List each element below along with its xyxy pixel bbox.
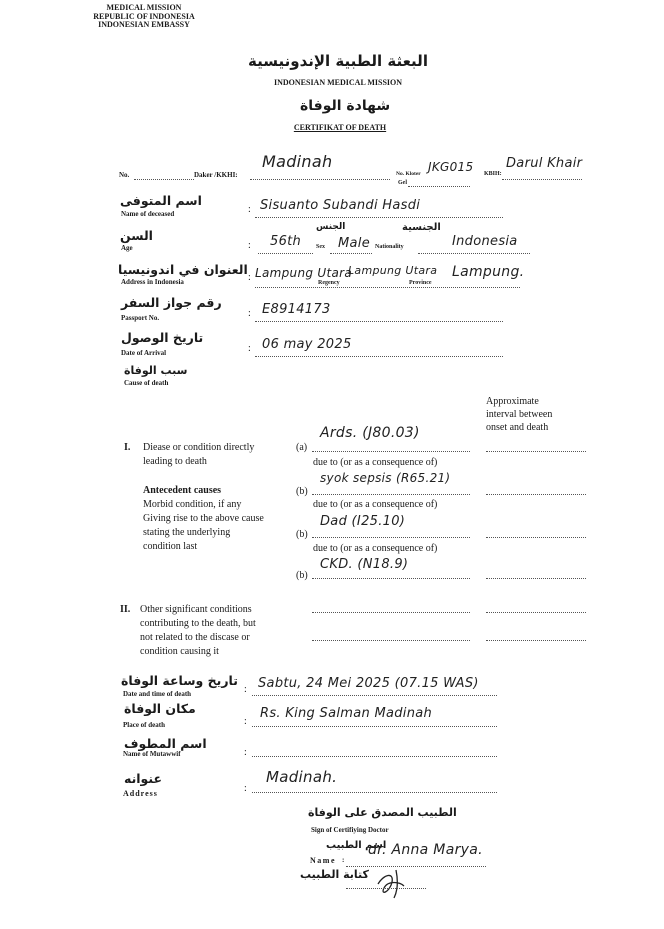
issuer-line-1: MEDICAL MISSION (106, 3, 182, 12)
place-line (252, 726, 497, 727)
due-to-text: due to (or as a consequence of) (313, 499, 438, 510)
arrival-label: Date of Arrival (121, 349, 167, 357)
name-value: Sisuanto Subandi Hasdi (260, 198, 421, 213)
name-arabic-label: اسم الطبيب (326, 840, 387, 851)
section-2-interval-blank (486, 640, 586, 641)
address-id-arabic: العنوان في اندونيسيا (118, 262, 248, 277)
section-1-number: I. (124, 442, 131, 453)
cause-b3-value: CKD. (N18.9) (320, 557, 409, 572)
address-value-3: Lampung. (452, 264, 525, 280)
address-value-1: Lampung Utara (255, 266, 353, 280)
interval-heading-line: interval between (486, 409, 553, 420)
no-line (134, 179, 194, 180)
antecedent-line: Giving rise to the above cause (143, 513, 264, 524)
mutawwif-label: Name of Mutawwif (123, 750, 181, 758)
signature-arabic-title: الطبيب المصدق على الوفاة (308, 806, 457, 819)
section-1-line-2: leading to death (143, 456, 207, 467)
kbih-label: KBIH: (484, 171, 502, 177)
passport-label: Passport No. (121, 314, 160, 322)
address-id-label: Address in Indonesia (121, 278, 184, 286)
mutawwif-line (252, 756, 497, 757)
interval-b2-line (486, 537, 586, 538)
place-arabic: مكان الوفاة (124, 701, 196, 716)
daker-line (250, 179, 390, 180)
arrival-line (255, 356, 503, 357)
interval-b3-line (486, 578, 586, 579)
colon: : (248, 272, 251, 283)
datetime-value: Sabtu, 24 Mei 2025 (07.15 WAS) (258, 676, 479, 691)
sex-value: Male (338, 236, 370, 251)
doctor-signature (370, 866, 430, 900)
antecedent-line: stating the underlying (143, 527, 231, 538)
section-2-line-blank (312, 640, 470, 641)
section-2-line: contributing to the death, but (140, 618, 256, 629)
cause-b2-value: Dad (I25.10) (320, 514, 406, 529)
cause-b3-line (312, 578, 470, 579)
cause-letter: (b) (296, 529, 308, 540)
place-label: Place of death (123, 721, 165, 729)
cause-arabic: سبب الوفاة (124, 364, 188, 377)
gel-line (408, 186, 470, 187)
signature-line (346, 888, 426, 889)
colon: : (342, 856, 345, 864)
address-line (252, 792, 497, 793)
section-2-line: condition causing it (140, 646, 219, 657)
antecedent-heading: Antecedent causes (143, 485, 222, 496)
colon: : (248, 308, 251, 319)
passport-value: E8914173 (262, 302, 331, 317)
doctor-name-label: Name (310, 856, 336, 865)
cause-a-line (312, 451, 470, 452)
sex-label: Sex (316, 244, 325, 250)
issuer-header (86, 4, 202, 30)
issuer-line-3: INDONESIAN EMBASSY (98, 20, 190, 29)
nationality-value: Indonesia (452, 234, 518, 249)
address-value-2: Lampung Utara (348, 264, 438, 277)
arrival-value: 06 may 2025 (262, 337, 352, 352)
datetime-label: Date and time of death (123, 690, 192, 698)
passport-arabic: رقم جواز السفر (121, 295, 222, 310)
no-label: No. (119, 171, 130, 179)
interval-b1-line (486, 494, 586, 495)
address-label: Address (123, 789, 158, 798)
colon: : (244, 716, 247, 727)
cause-a-value: Ards. (J80.03) (320, 425, 420, 441)
section-2-line: not related to the discase or (140, 632, 250, 643)
kbih-value: Darul Khair (506, 156, 583, 171)
certificate-title: CERTIFIKAT OF DEATH (293, 123, 387, 132)
nationality-line (418, 253, 530, 254)
regency-label: Regency (318, 280, 340, 286)
age-value: 56th (270, 234, 302, 249)
daker-value: Madinah (262, 152, 333, 171)
name-arabic: اسم المتوفى (120, 193, 202, 208)
interval-heading-line: Approximate (486, 396, 539, 407)
colon: : (244, 747, 247, 758)
cause-label: Cause of death (124, 379, 169, 387)
colon: : (248, 204, 251, 215)
nationality-arabic: الجنسية (402, 222, 441, 233)
arrival-arabic: تاريخ الوصول (121, 330, 204, 345)
cause-letter: (b) (296, 570, 308, 581)
colon: : (244, 684, 247, 695)
antecedent-line: condition last (143, 541, 198, 552)
interval-a-line (486, 451, 586, 452)
name-line (255, 217, 503, 218)
antecedent-line: Morbid condition, if any (143, 499, 242, 510)
province-label: Province (409, 280, 432, 286)
colon: : (248, 343, 251, 354)
section-1-line-1: Diease or condition directly (143, 442, 255, 453)
name-label: Name of deceased (121, 210, 175, 218)
section-2-line: Other significant conditions (140, 604, 252, 615)
doctor-name-value: dr. Anna Marya. (368, 842, 483, 858)
arabic-mission-title: البعثة الطبية الإندونيسية (248, 52, 428, 70)
nationality-label: Nationality (375, 244, 404, 250)
address-id-line (255, 287, 520, 288)
cause-b2-line (312, 537, 470, 538)
kbih-line (502, 179, 582, 180)
cause-b1-value: syok sepsis (R65.21) (320, 471, 451, 485)
signature-arabic-label: كتابة الطبيب (300, 868, 369, 881)
place-value: Rs. King Salman Madinah (260, 706, 433, 721)
mission-title: INDONESIAN MEDICAL MISSION (273, 78, 403, 87)
section-2-interval-blank (486, 612, 586, 613)
age-line (258, 253, 313, 254)
daker-label: Daker /KKHI: (194, 171, 238, 179)
colon: : (244, 783, 247, 794)
colon: : (248, 240, 251, 251)
age-label: Age (121, 244, 133, 252)
interval-heading (486, 395, 552, 434)
sex-arabic: الجنس (316, 222, 346, 232)
kloter-label: No. Kloter (396, 171, 421, 177)
datetime-arabic: تاريخ وساعة الوفاة (121, 673, 238, 688)
address-arabic: عنوانه (124, 771, 163, 786)
address-value: Madinah. (266, 768, 338, 786)
mutawwif-arabic: اسم المطوف (124, 736, 207, 751)
passport-line (255, 321, 503, 322)
due-to-text: due to (or as a consequence of) (313, 457, 438, 468)
due-to-text: due to (or as a consequence of) (313, 543, 438, 554)
kloter-value: JKG015 (428, 160, 474, 174)
section-2-number: II. (120, 604, 131, 615)
gel-label: Gel (398, 180, 407, 186)
datetime-line (252, 695, 497, 696)
section-2-line-blank (312, 612, 470, 613)
age-arabic: السن (120, 228, 153, 243)
cause-b1-line (312, 494, 470, 495)
sex-line (330, 253, 372, 254)
signature-title: Sign of Certifiying Doctor (311, 826, 389, 834)
arabic-cert-title: شهادة الوفاة (300, 98, 391, 114)
cause-letter: (b) (296, 486, 308, 497)
interval-heading-line: onset and death (486, 422, 549, 433)
cause-letter: (a) (296, 442, 308, 453)
issuer-line-2: REPUBLIC OF INDONESIA (93, 11, 195, 21)
